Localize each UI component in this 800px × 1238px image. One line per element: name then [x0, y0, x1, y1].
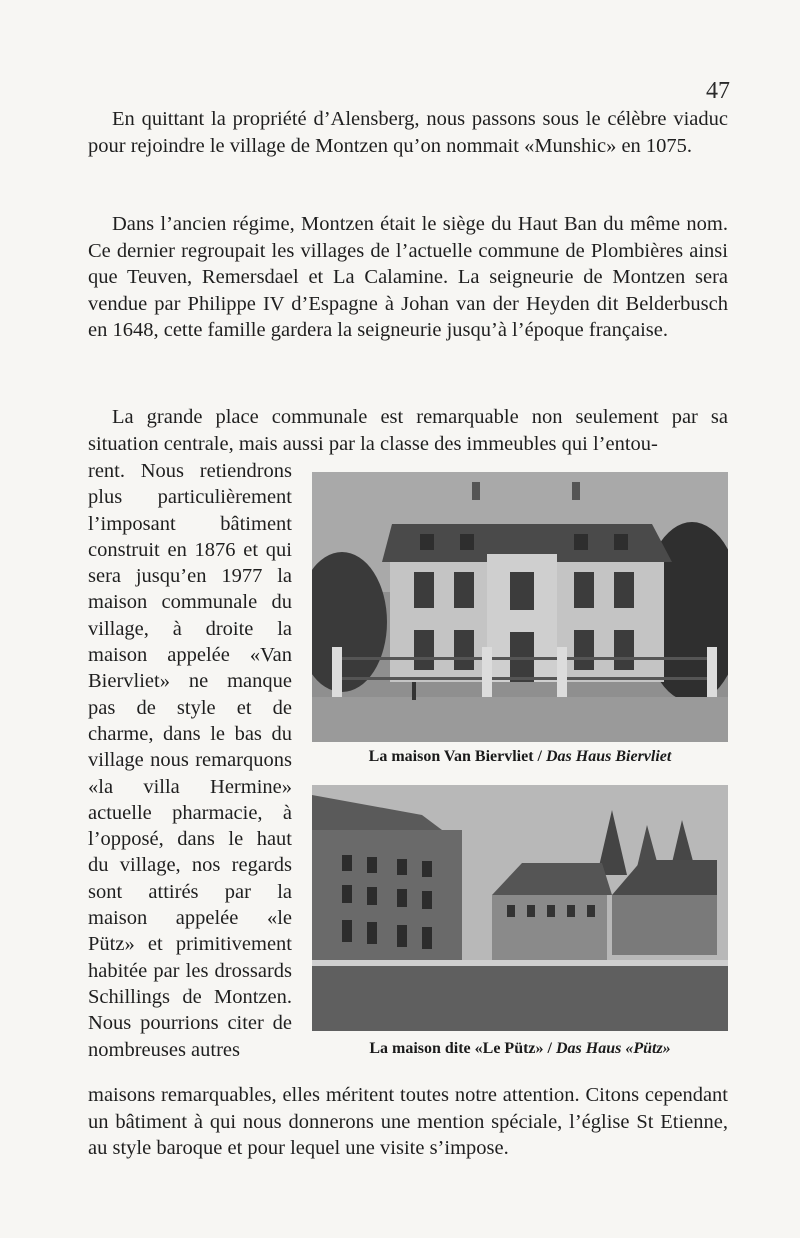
- paragraph-1: En quittant la propriété d’Alensberg, nous passons sous le célèbre viaduc pour rejoindre le village de Montzen qu’on nommait «Munshic» en 1075.: [88, 108, 728, 157]
- caption-de: Das Haus «Pütz»: [555, 1040, 671, 1057]
- caption-le-putz: [312, 1040, 728, 1058]
- paragraph-3-narrow-column: rent. Nous retiendrons plus particulièrement l’imposant bâtiment construit en 1876 et qui sera jusqu’en 1977 la maison communale du village, à droite la maison appelée «Van Biervliet» ne manque pas de style et de charme, dans le bas du village nous remarquons «la villa Hermine» actuelle pharmacie, à l’opposé, dans le haut du village, nos regards sont attirés par la maison appelée «le Pütz» et primitivement habitée par les drossards Schillings de Montzen. Nous pourrions citer de nombreuses autres: [88, 460, 292, 1061]
- paragraph-3-start: La grande place communale est remarquable non seulement par sa situation centrale, mais aussi par la classe des immeubles qui l’entou-: [88, 406, 728, 455]
- paragraph-3-end: maisons remarquables, elles méritent toutes notre attention. Citons cependant un bâtiment à qui nous donnerons une mention spéciale, l’église St Etienne, au style baroque et pour lequel une visite s’impose.: [88, 1084, 728, 1159]
- caption-fr: La maison dite «Le Pütz» /: [369, 1040, 552, 1057]
- caption-van-biervliet: [312, 748, 728, 766]
- paragraph-2: Dans l’ancien régime, Montzen était le siège du Haut Ban du même nom. Ce dernier regroupait les villages de l’actuelle commune de Plombières ainsi que Teuven, Remersdael et La Calamine. La seigneurie de Montzen sera vendue par Philippe IV d’Espagne à Johan van der Heyden dit Belderbusch en 1648, cette famille gardera la seigneurie jusqu’à l’époque française.: [88, 213, 728, 341]
- photo-van-biervliet-house: [312, 472, 728, 742]
- caption-fr: La maison Van Biervliet /: [368, 748, 542, 765]
- page-number: 47: [706, 78, 730, 104]
- caption-de: Das Haus Biervliet: [546, 748, 672, 765]
- photo-le-putz-house: [312, 785, 728, 1031]
